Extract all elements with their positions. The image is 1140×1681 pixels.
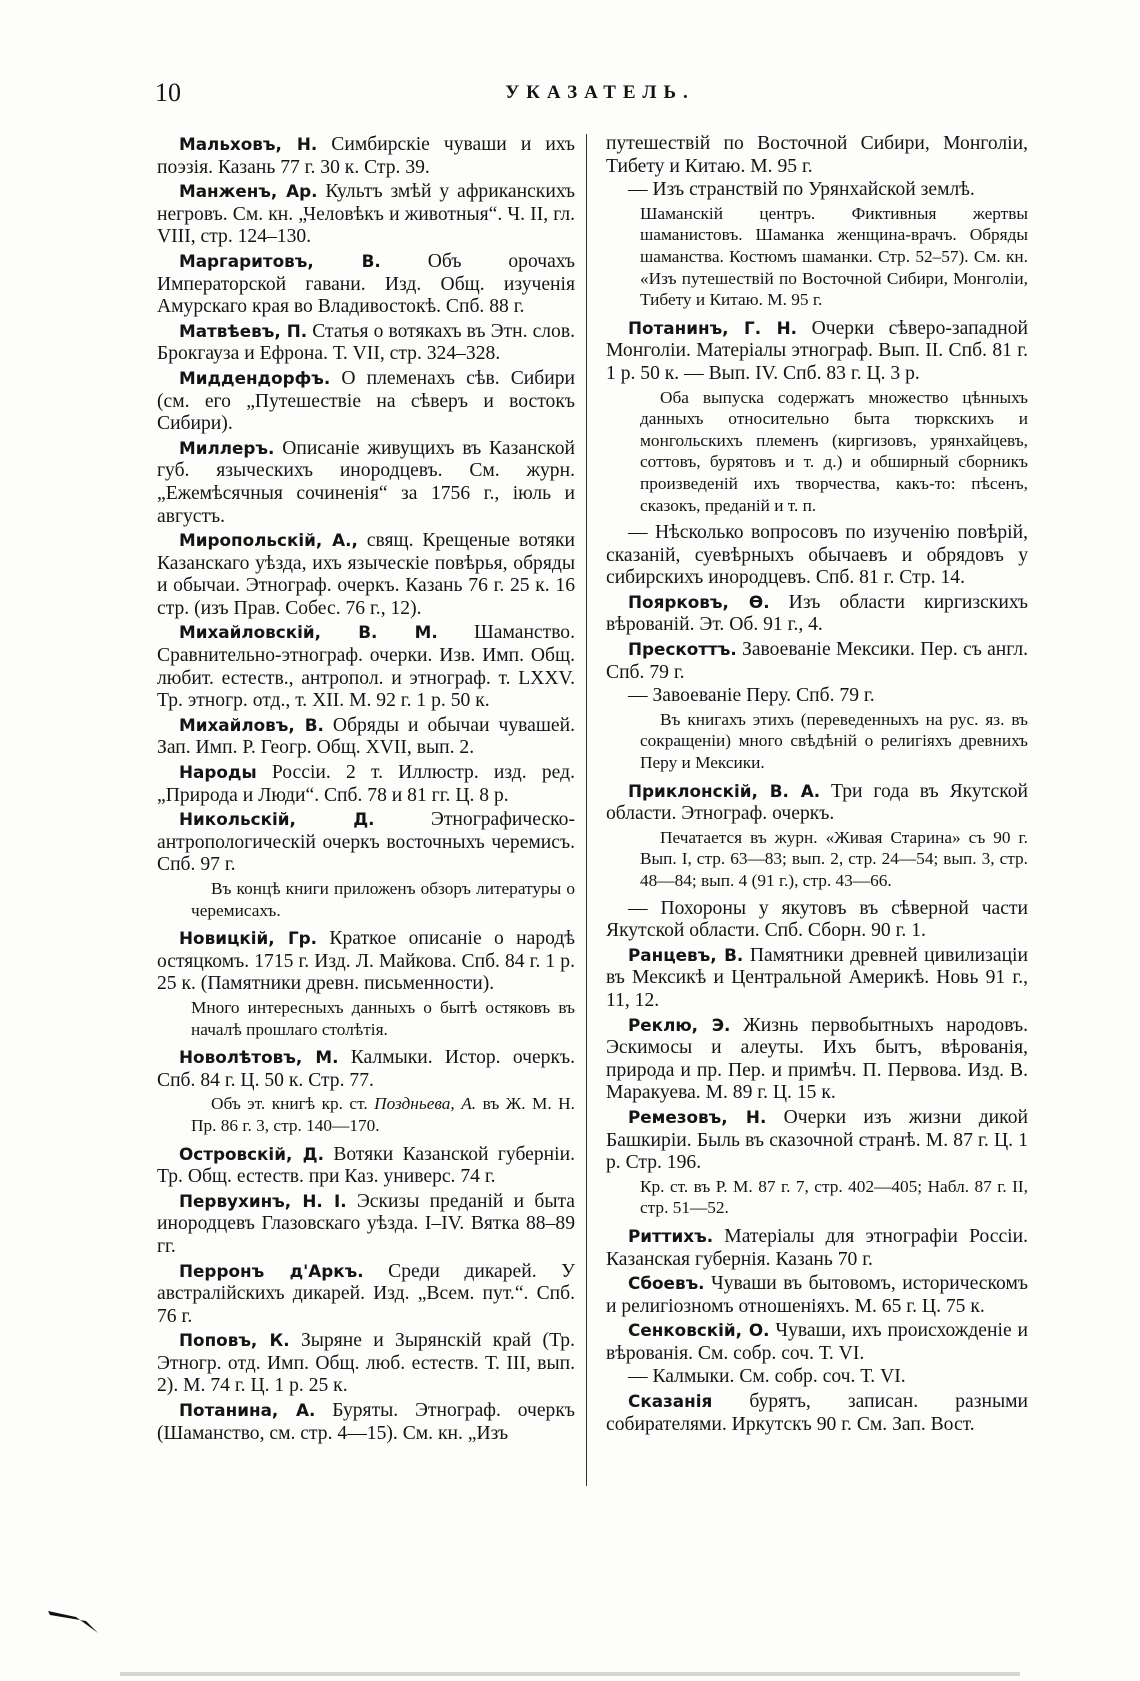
entry-author: Приклонскій, В. А.: [628, 780, 821, 801]
scan-mark: [46, 1607, 106, 1637]
note-text: Много интересныхъ данныхъ о бытѣ остяковъ въ началѣ прошлаго столѣтія.: [191, 997, 575, 1039]
bibliography-entry: [606, 1106, 1028, 1175]
entry-author: Первухинъ, Н. І.: [179, 1190, 347, 1211]
entry-author: Сенковскій, О.: [628, 1320, 770, 1341]
entry-author: Поярковъ, Ѳ.: [628, 591, 770, 612]
entry-text: Вотяки Казанской губерніи. Тр. Общ. естеств. при Каз. универс. 74 г.: [157, 1143, 575, 1188]
bibliography-entry: [157, 180, 575, 249]
entry-text: Матеріалы для этнографіи Россіи. Казанская губернія. Казань 70 г.: [606, 1225, 1028, 1270]
entry-author: Сбоевъ.: [628, 1273, 705, 1294]
entry-author: Ремезовъ, Н.: [628, 1106, 767, 1127]
entry-author: Прескоттъ.: [628, 639, 737, 660]
bibliography-entry: [606, 1390, 1028, 1436]
entry-text: Симбирскіе чуваши и ихъ поэзія. Казань 77 г. 30 к. Стр. 39.: [157, 134, 575, 178]
bibliography-entry: [157, 1143, 575, 1189]
bibliography-entry: [157, 1046, 575, 1092]
note-text: Объ эт. книгѣ кр. ст.: [211, 1094, 375, 1114]
entry-text: Объ орочахъ Императорской гавани. Изд. Общ. изученія Амурскаго края во Владивостокѣ. Спб. 88 г.: [157, 250, 575, 318]
note-cited-author: Поздньева, А.: [374, 1094, 477, 1114]
entry-author: Миропольскій, А.,: [179, 530, 358, 551]
entry-author: Никольскій, Д.: [179, 809, 375, 830]
entry-author: Миддендорфъ.: [179, 367, 331, 388]
annotation-note: [640, 203, 1028, 311]
bibliography-entry: [606, 1014, 1028, 1105]
note-text: Въ книгахъ этихъ (переведенныхъ на рус. яз. въ сокращеніи) много свѣдѣній о религіяхъ древнихъ Перу и Мексики.: [640, 709, 1028, 773]
entry-author: Матвѣевъ, П.: [179, 320, 308, 341]
bibliography-entry: [606, 1272, 1028, 1318]
bibliography-entry: [606, 898, 1028, 943]
bibliography-entry: [157, 1190, 575, 1259]
entry-author: Новицкій, Гр.: [179, 928, 318, 949]
entry-text: Три года въ Якутской области. Этнограф. очеркъ.: [606, 780, 1028, 825]
entry-text: Завоеваніе Мексики. Пер. съ англ. Спб. 79 г.: [606, 639, 1028, 683]
bibliography-entry: [157, 133, 575, 179]
entry-author: Народы: [179, 762, 257, 783]
right-column: [606, 133, 1028, 1437]
annotation-note: [640, 709, 1028, 774]
entry-text: свящ. Крещеные вотяки Казанскаго уѣзда, ихъ языческіе повѣрья, обряды и обычаи. Этнограф. очеркъ. Казань 76 г. 25 к. 16 стр. (изъ Прав. Собес. 76 г., 12).: [157, 530, 575, 619]
entry-text: — Завоеваніе Перу. Спб. 79 г.: [628, 685, 875, 707]
entry-author: Миллеръ.: [179, 437, 275, 458]
left-column: [157, 133, 575, 1446]
entry-text: — Изъ странствій по Урянхайской землѣ.: [628, 179, 975, 201]
entry-author: Поповъ, К.: [179, 1330, 290, 1351]
entry-author: Манженъ, Ар.: [179, 181, 318, 202]
bibliography-entry: [606, 1319, 1028, 1365]
note-text: Въ концѣ книги приложенъ обзоръ литературы о черемисахъ.: [191, 879, 575, 920]
annotation-note: [191, 1093, 575, 1136]
entry-text: Эскизы преданій и быта инородцевъ Глазовскаго уѣзда. I–IV. Вятка 88–89 гг.: [157, 1190, 575, 1257]
annotation-note: [640, 827, 1028, 892]
entry-text: Этнографическо-антропологическій очеркъ восточныхъ черемисъ. Спб. 97 г.: [157, 809, 575, 876]
entry-text: Изъ области киргизскихъ вѣрованій. Эт. Об. 91 г., 4.: [606, 591, 1029, 636]
bibliography-entry: [606, 317, 1028, 386]
entry-author: Островскій, Д.: [179, 1143, 324, 1164]
entry-author: Риттихъ.: [628, 1225, 714, 1246]
entry-author: Сказанія: [628, 1391, 713, 1412]
bibliography-entry: [157, 250, 575, 319]
bibliography-entry: [606, 591, 1028, 637]
bibliography-entry: [606, 179, 1028, 202]
entry-text: — Калмыки. См. собр. соч. Т. VI.: [628, 1366, 906, 1388]
page-number: 10: [155, 78, 181, 107]
entry-text: Калмыки. Истор. очеркъ. Спб. 84 г. Ц. 50 к. Стр. 77.: [157, 1047, 576, 1091]
bibliography-entry: [157, 761, 575, 807]
entry-author: Перронъ д'Аркъ.: [179, 1260, 364, 1281]
annotation-note: [191, 997, 575, 1040]
entry-text: Шаманство. Сравнительно-этнограф. очерки. Изв. Имп. Общ. любит. естеств., антропол. и этнограф. т. LXXV. Тр. этногр. отд., т. XII. М. 92 г. 1 р. 50 к.: [157, 622, 576, 712]
bibliography-entry: [157, 808, 575, 877]
entry-author: Новолѣтовъ, М.: [179, 1047, 339, 1068]
column-divider: [586, 134, 587, 1486]
bibliography-entry: [606, 944, 1028, 1013]
entry-text: Описаніе живущихъ въ Казанской губ. языческихъ инородцевъ. См. журн. „Ежемѣсячныя сочиненія“ за 1756 г., іюль и августъ.: [157, 437, 575, 527]
bibliography-entry: [157, 437, 575, 528]
bibliography-entry: [157, 367, 575, 436]
entry-author: Михайловскій, В. М.: [179, 622, 438, 643]
annotation-note: [191, 878, 575, 921]
bibliography-entry: [606, 685, 1028, 708]
entry-text: Статья о вотякахъ въ Этн. слов. Брокгауза и Ефрона. Т. VII, стр. 324–328.: [157, 320, 576, 365]
entry-text: бурятъ, записан. разными собирателями. Иркутскъ 90 г. См. Зап. Вост.: [606, 1391, 1028, 1435]
entry-author: Маргаритовъ, В.: [179, 250, 381, 271]
entry-text: Очерки изъ жизни дикой Башкиріи. Быль въ сказочной странѣ. М. 87 г. Ц. 1 р. Стр. 196.: [606, 1106, 1028, 1174]
entry-author: Реклю, Э.: [628, 1014, 731, 1035]
entry-text: — Нѣсколько вопросовъ по изученію повѣрій, сказаній, суевѣрныхъ обычаевъ и обрядовъ у сибирскихъ инородцевъ. Спб. 81 г. Стр. 14.: [606, 522, 1028, 589]
entry-text: О племенахъ сѣв. Сибири (см. его „Путешествіе на сѣверъ и востокъ Сибири).: [157, 367, 575, 435]
entry-text: — Похороны у якутовъ въ сѣверной части Якутской области. Спб. Сборн. 90 г. 1.: [606, 897, 1028, 942]
bibliography-entry: [606, 1225, 1028, 1271]
entry-text: Культъ змѣй у африканскихъ негровъ. См. кн. „Человѣкъ и животныя“. Ч. II, гл. VIII, стр. 124–130.: [157, 181, 575, 248]
bibliography-entry: [606, 133, 1028, 178]
entry-text: Краткое описаніе о народѣ остяцкомъ. 1715 г. Изд. Л. Майкова. Спб. 84 г. 1 р. 25 к. (Памятники древн. письменности).: [157, 928, 575, 995]
entry-author: Михайловъ, В.: [179, 714, 324, 735]
entry-text: Среди дикарей. У австралійскихъ дикарей. Изд. „Всем. пут.“. Спб. 76 г.: [157, 1260, 575, 1327]
bibliography-entry: [157, 529, 575, 620]
bibliography-entry: [157, 621, 575, 712]
entry-text: Чуваши въ бытовомъ, историческомъ и религіозномъ отношеніяхъ. М. 65 г. Ц. 75 к.: [606, 1273, 1028, 1317]
note-text: Оба выпуска содержатъ множество цѣнныхъ данныхъ относительно быта тюркскихъ и монгольскихъ племенъ (киргизовъ, урянхайцевъ, соттовъ, бурятовъ и т. д.) и обширный сборникъ произведеній ихъ творчества, какъ-то: пѣсенъ, сказокъ, преданій и т. п.: [640, 387, 1028, 515]
entry-author: Мальховъ, Н.: [179, 134, 318, 154]
bibliography-entry: [157, 927, 575, 996]
annotation-note: [640, 387, 1028, 517]
bibliography-entry: [157, 320, 575, 366]
bibliography-entry: [157, 1399, 575, 1445]
entry-text: Жизнь первобытныхъ народовъ. Эскимосы и алеуты. Ихъ бытъ, вѣрованія, природа и пр. Пер. и примѣч. П. Первова. Изд. В. Маракуева. М. 89 г. Ц. 15 к.: [606, 1014, 1028, 1104]
entry-text: Очерки сѣверо-западной Монголіи. Матеріалы этнограф. Вып. II. Спб. 81 г. 1 р. 50 к. — Вып. IV. Спб. 83 г. Ц. 3 р.: [606, 317, 1029, 384]
entry-text: Обряды и обычаи чувашей. Зап. Имп. Р. Геогр. Общ. XVII, вып. 2.: [157, 714, 575, 759]
bibliography-entry: [157, 1329, 575, 1398]
running-title: УКАЗАТЕЛЬ.: [505, 82, 695, 103]
entry-author: Потанина, А.: [179, 1400, 316, 1421]
bibliography-entry: [606, 638, 1028, 684]
bibliography-entry: [606, 780, 1028, 826]
entry-author: Ранцевъ, В.: [628, 944, 744, 965]
entry-author: Потанинъ, Г. Н.: [628, 317, 798, 338]
entry-text: Зыряне и Зырянскій край (Тр. Этногр. отд. Имп. Общ. люб. естеств. Т. III, вып. 2). М. 74 г. Ц. 1 р. 25 к.: [157, 1330, 575, 1397]
scan-edge: [120, 1672, 1020, 1676]
bibliography-entry: [606, 1366, 1028, 1389]
bibliography-entry: [606, 522, 1028, 590]
note-text: Печатается въ журн. «Живая Старина» съ 90 г. Вып. I, стр. 63—83; вып. 2, стр. 24—54; вып. 3, стр. 48—84; вып. 4 (91 г.), стр. 43—66.: [640, 827, 1028, 890]
entry-text: Буряты. Этнограф. очеркъ (Шаманство, см. стр. 4—15). См. кн. „Изъ: [157, 1400, 575, 1444]
bibliography-entry: [157, 1260, 575, 1329]
note-text: Шаманскій центръ. Фиктивныя жертвы шаманистовъ. Шаманка женщина-врачъ. Обряды шаманства. Костюмъ шаманки. Стр. 52–57). См. кн. «Изъ путешествій по Восточной Сибири, Монголіи, Тибету и Китаю. М. 95 г.: [640, 203, 1028, 310]
note-text: Кр. ст. въ Р. М. 87 г. 7, стр. 402—405; Набл. 87 г. II, стр. 51—52.: [640, 1176, 1028, 1218]
bibliography-entry: [157, 714, 575, 760]
annotation-note: [640, 1176, 1028, 1219]
entry-text: путешествій по Восточной Сибири, Монголіи, Тибету и Китаю. М. 95 г.: [606, 133, 1028, 177]
entry-text: Россіи. 2 т. Иллюстр. изд. ред. „Природа и Люди“. Спб. 78 и 81 гг. Ц. 8 р.: [157, 762, 575, 806]
note-text-rest: въ Ж. М. Н. Пр. 86 г. 3, стр. 140—170.: [191, 1094, 575, 1135]
entry-text: Чуваши, ихъ происхожденіе и вѣрованія. См. собр. соч. Т. VI.: [606, 1320, 1028, 1364]
entry-text: Памятники древней цивилизаціи въ Мексикѣ и Центральной Америкѣ. Новь 91 г., 11, 12.: [606, 944, 1028, 1011]
